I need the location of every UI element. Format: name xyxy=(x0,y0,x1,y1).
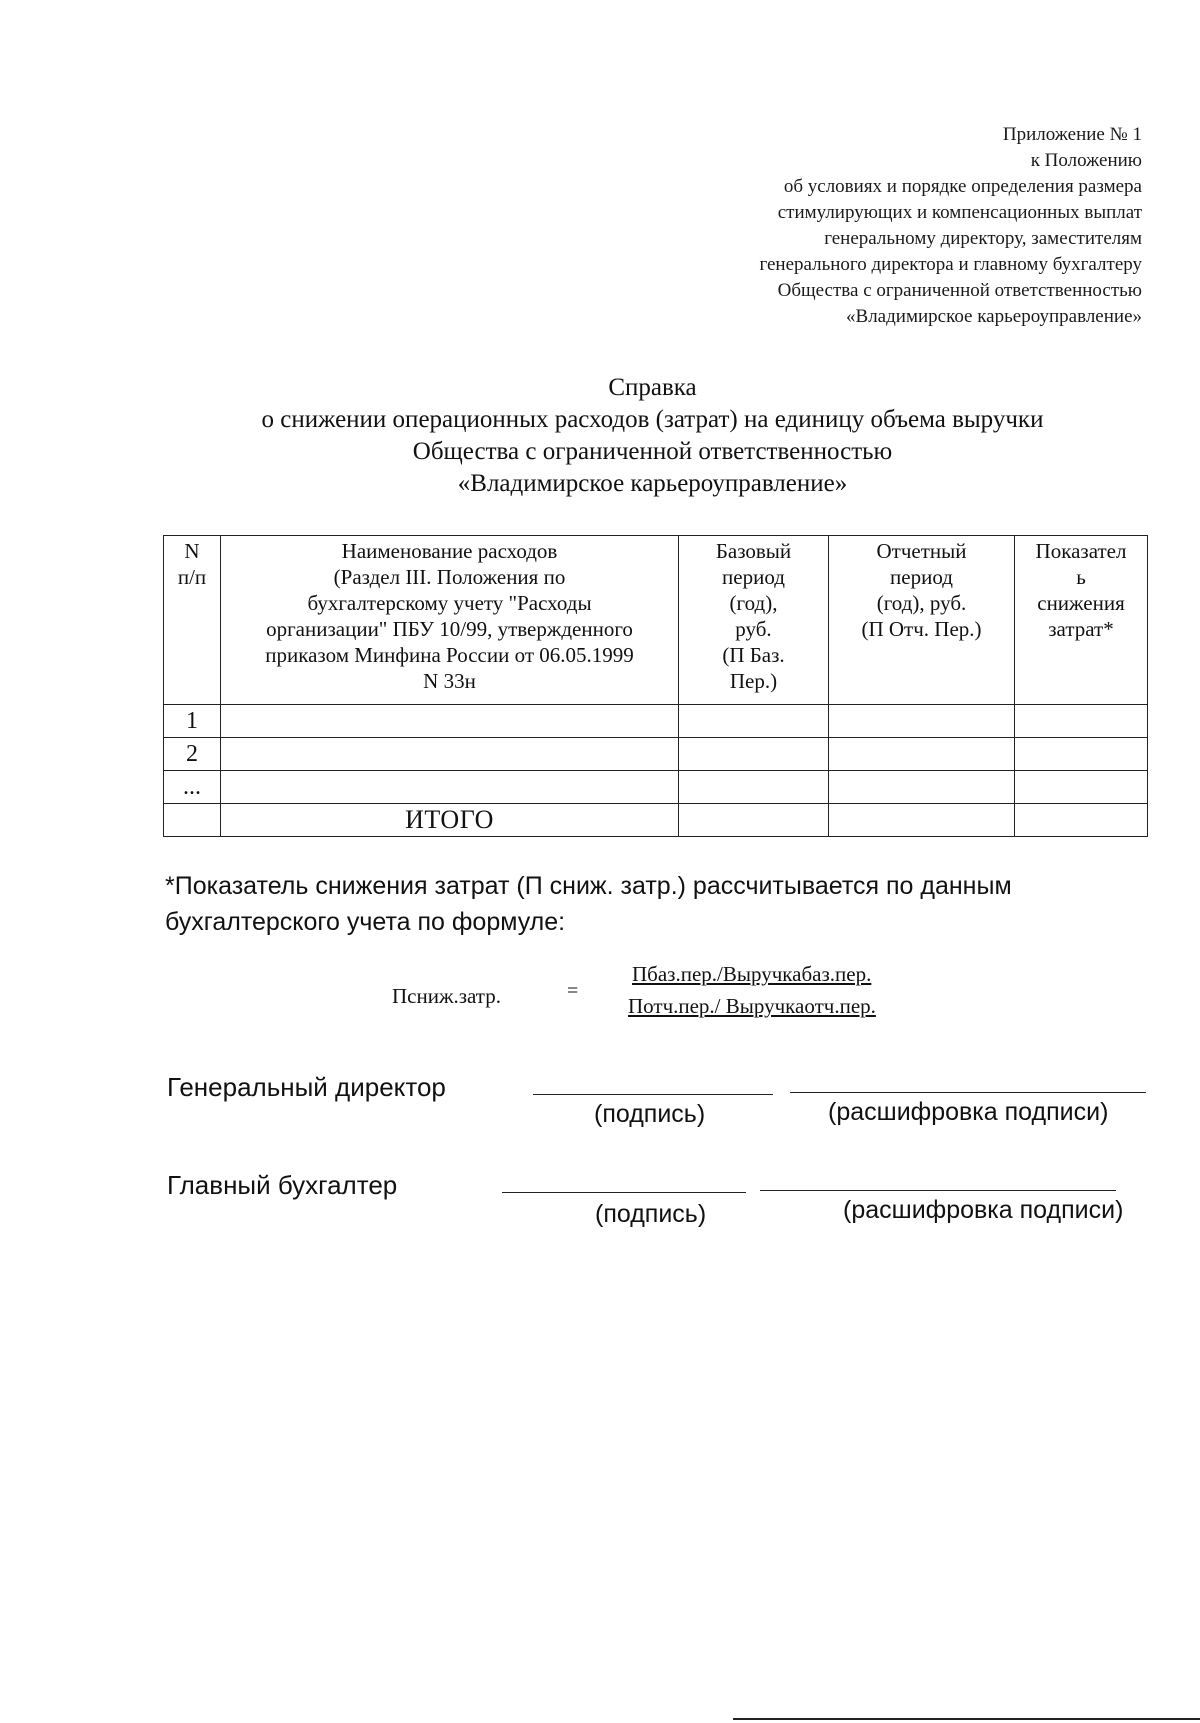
director-label: Генеральный директор xyxy=(167,1072,446,1102)
table-row xyxy=(164,738,1148,771)
formula-fraction xyxy=(628,958,948,1022)
header-text: п/п xyxy=(177,565,207,589)
appendix-line: об условиях и порядке определения размера xyxy=(783,176,1142,197)
total-label: ИТОГО xyxy=(221,804,679,837)
director-decode-line xyxy=(790,1092,1146,1093)
header-text: (П Отч. Пер.) xyxy=(861,617,982,641)
row-number xyxy=(164,804,221,837)
appendix-line: к Положению xyxy=(1030,150,1142,171)
accountant-decode-line xyxy=(760,1190,1116,1191)
appendix-header xyxy=(542,122,1142,330)
appendix-line: генеральному директору, заместителям xyxy=(824,228,1142,249)
row-indicator xyxy=(1015,705,1148,738)
table-row xyxy=(164,705,1148,738)
row-base xyxy=(679,738,829,771)
formula-equals: = xyxy=(567,980,579,1002)
row-indicator xyxy=(1015,738,1148,771)
row-base xyxy=(679,771,829,804)
header-report-period xyxy=(829,536,1015,705)
row-indicator xyxy=(1015,804,1148,837)
table-total-row xyxy=(164,804,1148,837)
accountant-sign-line xyxy=(502,1192,746,1193)
appendix-line: Общества с ограниченной ответственностью xyxy=(777,280,1142,301)
row-indicator xyxy=(1015,771,1148,804)
title-line: о снижении операционных расходов (затрат) на единицу объема выручки xyxy=(261,406,1044,433)
row-base xyxy=(679,705,829,738)
header-text: N 33н xyxy=(423,669,476,693)
header-text: N xyxy=(184,539,200,563)
header-text: (год), руб. xyxy=(876,591,967,615)
header-text: Пер.) xyxy=(729,669,778,693)
row-number: 2 xyxy=(164,738,221,771)
accountant-sign-caption: (подпись) xyxy=(595,1200,707,1228)
header-text: руб. xyxy=(735,617,772,641)
appendix-line: «Владимирское карьероуправление» xyxy=(846,306,1142,327)
row-report xyxy=(829,705,1015,738)
row-report xyxy=(829,771,1015,804)
row-name xyxy=(221,771,679,804)
expense-table xyxy=(163,535,1148,837)
accountant-label: Главный бухгалтер xyxy=(167,1170,398,1200)
header-text: Наименование расходов xyxy=(341,539,558,563)
row-name xyxy=(221,738,679,771)
header-cost-indicator xyxy=(1015,536,1148,705)
row-number: ... xyxy=(164,771,221,804)
appendix-line: Приложение № 1 xyxy=(1002,124,1142,145)
header-text: затрат* xyxy=(1048,617,1114,641)
header-base-period xyxy=(679,536,829,705)
header-expense-name xyxy=(221,536,679,705)
header-text: период xyxy=(722,565,785,589)
header-text: Отчетный xyxy=(876,539,967,563)
row-report xyxy=(829,804,1015,837)
header-text: (год), xyxy=(729,591,778,615)
director-sign-line xyxy=(533,1094,773,1095)
table-header-row xyxy=(164,536,1148,705)
formula-lhs: Псниж.затр. xyxy=(392,984,501,1008)
header-text: (Раздел III. Положения по xyxy=(333,565,566,589)
header-text: Базовый xyxy=(715,539,792,563)
header-text: период xyxy=(890,565,953,589)
accountant-decode-caption: (расшифровка подписи) xyxy=(843,1196,1124,1224)
director-sign-caption: (подпись) xyxy=(594,1100,706,1128)
header-text: (П Баз. xyxy=(722,643,785,667)
footnote-text: *Показатель снижения затрат (П сниж. затр.) рассчитывается по данным бухгалтерского учета по формуле: xyxy=(165,872,1012,936)
row-base xyxy=(679,804,829,837)
header-text: приказом Минфина России от 06.05.1999 xyxy=(265,643,634,667)
row-number: 1 xyxy=(164,705,221,738)
appendix-line: генерального директора и главному бухгалтеру xyxy=(759,254,1142,275)
header-text: снижения xyxy=(1037,591,1125,615)
header-text: организации" ПБУ 10/99, утвержденного xyxy=(266,617,633,641)
formula-denominator: Потч.пер./ Выручкаотч.пер. xyxy=(628,994,876,1018)
director-decode-caption: (расшифровка подписи) xyxy=(828,1098,1109,1126)
header-text: бухгалтерскому учету "Расходы xyxy=(307,591,592,615)
title-line: «Владимирское карьероуправление» xyxy=(457,470,848,497)
title-line: Справка xyxy=(608,374,697,401)
header-number xyxy=(164,536,221,705)
appendix-line: стимулирующих и компенсационных выплат xyxy=(777,202,1142,223)
title-line: Общества с ограниченной ответственностью xyxy=(412,438,893,465)
header-text: Показател xyxy=(1035,539,1127,563)
header-text: ь xyxy=(1076,565,1086,589)
row-name xyxy=(221,705,679,738)
page-bottom-rule xyxy=(733,1718,1200,1720)
table-row xyxy=(164,771,1148,804)
formula-numerator: Пбаз.пер./Выручкабаз.пер. xyxy=(632,962,872,986)
document-title xyxy=(150,372,1155,500)
row-report xyxy=(829,738,1015,771)
